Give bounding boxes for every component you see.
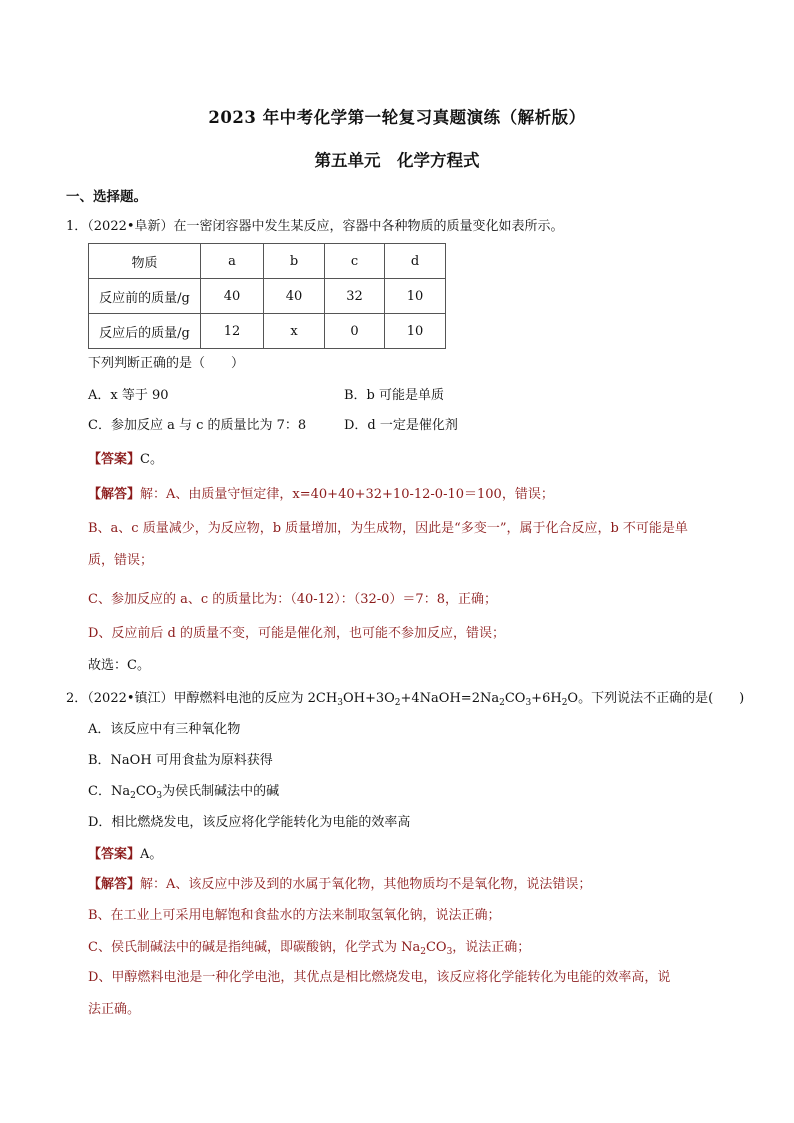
q2-analysis-line [88,876,591,894]
q2-analysis-line: 法正确。 [88,1002,141,1017]
q1-analysis-line: C、参加反应的 a、c 的质量比为：（40-12）：（32-0）＝7：8，正确； [88,592,497,607]
subscript: 2 [130,791,136,801]
q2-option-b: B．NaOH 可用食盐为原料获得 [88,753,273,768]
analysis-text: 解：A、由质量守恒定律，x=40+40+32+10-12-0-10＝100，错误； [140,487,554,502]
q1-prompt: 下列判断正确的是（ ） [88,356,245,371]
analysis-text: 解：A、该反应中涉及到的水属于氧化物，其他物质均不是氧化物，说法错误； [140,877,592,892]
subscript: 3 [525,698,532,708]
table-cell: 反应后的质量/g [89,314,201,349]
stem-text: OH+3O [342,691,395,706]
table-cell: a [201,244,264,279]
stem-text: +4NaOH=2Na [400,691,500,706]
stem-text: O。下列说法不正确的是( ) [567,691,745,706]
q1-mass-table [88,243,446,349]
subscript: 3 [337,698,343,708]
subscript: 2 [561,698,568,708]
subscript: 2 [394,698,401,708]
q1-option-c: C．参加反应 a 与 c 的质量比为 7：8 [88,418,307,433]
table-cell: 12 [201,314,264,349]
answer-value: A。 [140,847,163,862]
q1-analysis-line [88,486,554,504]
q1-option-b: B．b 可能是单质 [344,388,445,403]
table-cell: 10 [385,279,446,314]
analysis-text: C、侯氏制碱法中的碱是指纯碱，即碳酸钠，化学式为 Na [88,940,421,955]
option-text: C．Na [88,784,131,799]
subscript: 2 [420,947,426,957]
analysis-tag: 【解答】 [88,877,141,892]
option-text: CO [135,784,157,799]
table-header-row [89,244,446,279]
q1-conclusion: 故选：C。 [88,658,150,673]
document-title: 2023 年中考化学第一轮复习真题演练（解析版） [208,108,586,127]
table-cell: 反应前的质量/g [89,279,201,314]
stem-text: CO [504,691,526,706]
analysis-text: CO [425,940,447,955]
section-heading: 一、选择题。 [66,189,147,205]
q2-answer [88,846,162,864]
subscript: 3 [156,791,163,801]
stem-text: +6H [531,691,562,706]
q1-option-d: D．d 一定是催化剂 [344,418,458,433]
subscript: 3 [446,947,453,957]
table-cell: d [385,244,446,279]
q2-option-c [88,783,279,801]
answer-tag: 【答案】 [88,847,141,862]
answer-tag: 【答案】 [88,452,141,467]
table-cell: 物质 [89,244,201,279]
q2-analysis-line: B、在工业上可采用电解饱和食盐水的方法来制取氢氧化钠，说法正确； [88,908,501,923]
q2-analysis-line [88,939,530,957]
document-subtitle: 第五单元 化学方程式 [314,151,480,170]
q1-analysis-line: 质，错误； [88,553,154,568]
table-cell: 10 [385,314,446,349]
subscript: 2 [499,698,505,708]
table-cell: 0 [325,314,385,349]
q1-option-a: A．x 等于 90 [88,388,169,403]
q1-analysis-line: B、a、c 质量减少，为反应物，b 质量增加，为生成物，因此是“多变一”，属于化合反应，b 不可能是单 [88,521,688,536]
q2-analysis-line: D、甲醇燃料电池是一种化学电池，其优点是相比燃烧发电，该反应将化学能转化为电能的效率高，说 [88,970,671,985]
table-cell: 32 [325,279,385,314]
analysis-tag: 【解答】 [88,487,141,502]
table-cell: c [325,244,385,279]
analysis-text: ，说法正确； [452,940,531,955]
q1-answer [88,451,163,469]
table-row [89,314,446,349]
q1-stem: 1．（2022•阜新）在一密闭容器中发生某反应，容器中各种物质的质量变化如表所示。 [66,219,564,234]
answer-value: C。 [140,452,163,467]
table-cell: 40 [201,279,264,314]
table-row [89,279,446,314]
table-cell: b [264,244,325,279]
q1-analysis-line: D、反应前后 d 的质量不变，可能是催化剂，也可能不参加反应，错误； [88,626,506,641]
q2-option-d: D．相比燃烧发电，该反应将化学能转化为电能的效率高 [88,815,411,830]
table-cell: x [264,314,325,349]
option-text: 为侯氏制碱法中的碱 [162,784,280,799]
table-cell: 40 [264,279,325,314]
stem-text: 2．（2022•镇江）甲醇燃料电池的反应为 2CH [66,691,338,706]
q2-stem [66,690,744,708]
q2-option-a: A．该反应中有三种氧化物 [88,722,241,737]
